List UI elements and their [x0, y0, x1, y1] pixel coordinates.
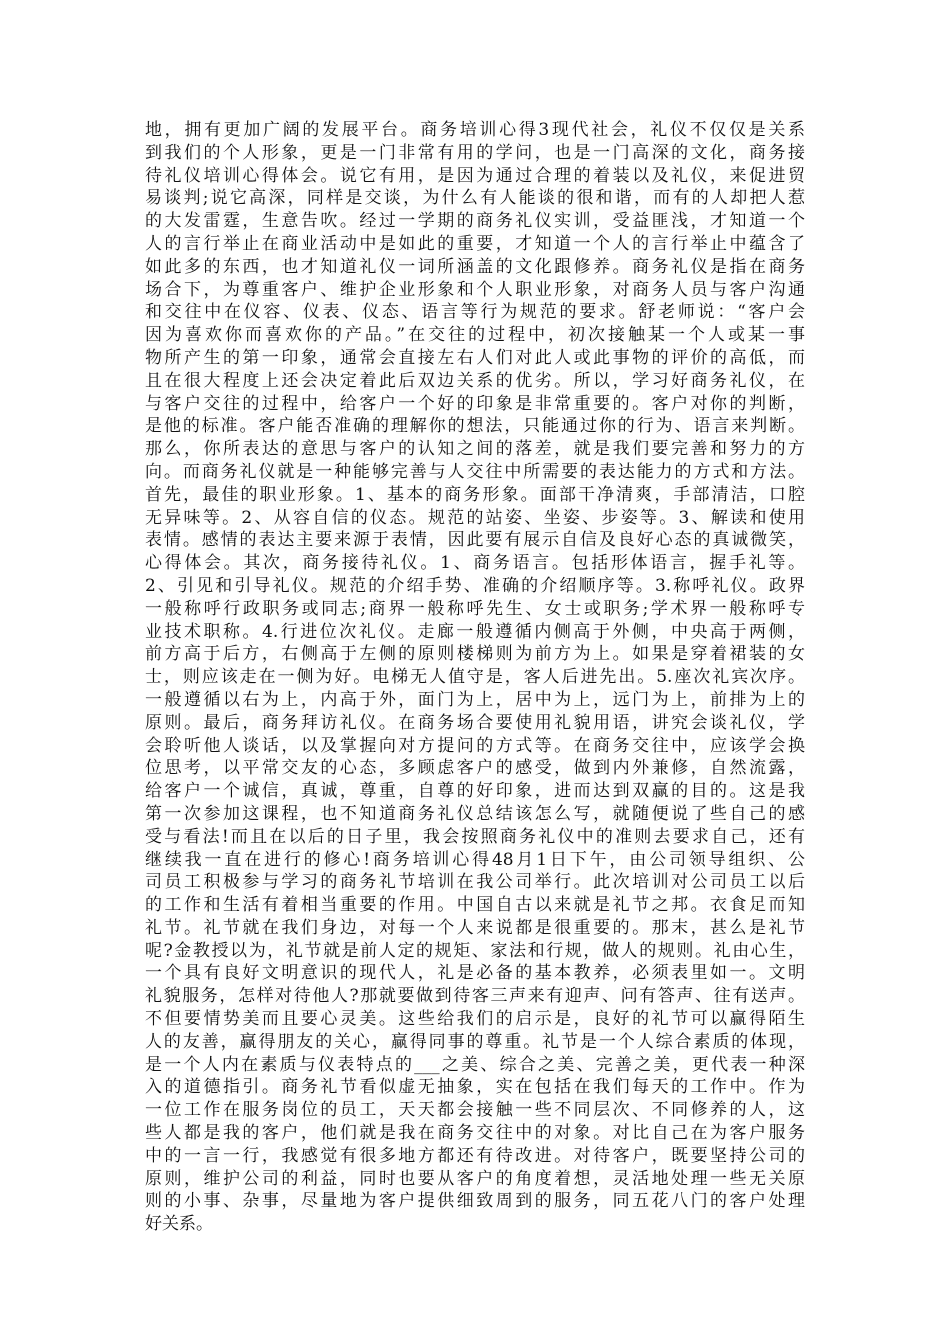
- text-line: 中的一言一行，我感觉有很多地方都还有待改进。对待客户，既要坚持公司的: [145, 1145, 805, 1166]
- text-line: 到我们的个人形象，更是一门非常有用的学问，也是一门高深的文化，商务接: [145, 142, 805, 163]
- text-line: 人的言行举止在商业活动中是如此的重要，才知道一个人的言行举止中蕴含了: [145, 233, 805, 254]
- text-line: 地，拥有更加广阔的发展平台。商务培训心得3现代社会，礼仪不仅仅是关系: [145, 120, 805, 140]
- text-line: 2、引见和引导礼仪。规范的介绍手势、准确的介绍顺序等。3.称呼礼仪。政界: [145, 575, 805, 596]
- text-line: 人的友善，赢得朋友的关心，赢得同事的尊重。礼节是一个人综合素质的体现，: [145, 1031, 805, 1052]
- text-line: 一般称呼行政职务或同志;商界一般称呼先生、女士或职务;学术界一般称呼专: [145, 598, 805, 619]
- text-line: 如此多的东西，也才知道礼仪一词所涵盖的文化跟修养。商务礼仪是指在商务: [145, 256, 805, 277]
- text-line: 且在很大程度上还会决定着此后双边关系的优劣。所以，学习好商务礼仪，在: [145, 370, 805, 391]
- text-line: 继续我一直在进行的修心!商务培训心得48月1日下午，由公司领导组织、公: [145, 849, 805, 870]
- text-line: 无异味等。2、从容自信的仪态。规范的站姿、坐姿、步姿等。3、解读和使用: [145, 507, 805, 528]
- text-line: 的大发雷霆，生意告吹。经过一学期的商务礼仪实训，受益匪浅，才知道一个: [145, 211, 805, 232]
- text-line: 司员工积极参与学习的商务礼节培训在我公司举行。此次培训对公司员工以后: [145, 872, 805, 893]
- body-text: [145, 119, 805, 1236]
- text-line: 受与看法!而且在以后的日子里，我会按照商务礼仪中的准则去要求自己，还有: [145, 826, 805, 847]
- text-line: 是一个人内在素质与仪表特点的___之美、综合之美、完善之美，更代表一种深: [145, 1054, 805, 1075]
- text-line: 表情。感情的表达主要来源于表情，因此要有展示自信及良好心态的真诚微笑，: [145, 530, 805, 551]
- text-line: 的工作和生活有着相当重要的作用。中国自古以来就是礼节之邦。衣食足而知: [145, 895, 805, 916]
- text-line: 一个具有良好文明意识的现代人，礼是必备的基本教养，必须表里如一。文明: [145, 963, 805, 984]
- text-line: 会聆听他人谈话，以及掌握向对方提问的方式等。在商务交往中，应该学会换: [145, 735, 805, 756]
- text-line: 场合下，为尊重客户、维护企业形象和个人职业形象，对商务人员与客户沟通: [145, 279, 805, 300]
- text-line: 首先，最佳的职业形象。1、基本的商务形象。面部干净清爽，手部清洁，口腔: [145, 484, 805, 505]
- text-line: 不但要情势美而且要心灵美。这些给我们的启示是，良好的礼节可以赢得陌生: [145, 1009, 805, 1030]
- text-line: 原则，维护公司的利益，同时也要从客户的角度着想，灵活地处理一些无关原: [145, 1168, 805, 1189]
- text-line: 呢?金教授以为，礼节就是前人定的规矩、家法和行规，做人的规则。礼由心生，: [145, 940, 805, 961]
- text-line: 前方高于后方，右侧高于左侧的原则楼梯则为前方为上。如果是穿着裙装的女: [145, 644, 805, 665]
- text-line: 礼貌服务，怎样对待他人?那就要做到待客三声来有迎声、问有答声、往有送声。: [145, 986, 805, 1007]
- text-line: 礼节。礼节就在我们身边，对每一个人来说都是很重要的。那末，甚么是礼节: [145, 917, 805, 938]
- text-line: 易谈判;说它高深，同样是交谈，为什么有人能谈的很和谐，而有的人却把人惹: [145, 188, 805, 209]
- text-line: 向。而商务礼仪就是一种能够完善与人交往中所需要的表达能力的方式和方法。: [145, 461, 805, 482]
- text-line: 待礼仪培训心得体会。说它有用，是因为通过合理的着装以及礼仪，来促进贸: [145, 165, 805, 186]
- text-line: 一位工作在服务岗位的员工，天天都会接触一些不同层次、不同修养的人，这: [145, 1100, 805, 1121]
- text-line: 业技术职称。4.行进位次礼仪。走廊一般遵循内侧高于外侧，中央高于两侧，: [145, 621, 805, 642]
- text-line: 和交往中在仪容、仪表、仪态、语言等行为规范的要求。舒老师说：“客户会: [145, 302, 805, 323]
- text-line: 原则。最后，商务拜访礼仪。在商务场合要使用礼貌用语，讲究会谈礼仪，学: [145, 712, 805, 733]
- text-line: 与客户交往的过程中，给客户一个好的印象是非常重要的。客户对你的判断，: [145, 393, 805, 414]
- text-line: 好关系。: [145, 1214, 213, 1235]
- text-line: 一般遵循以右为上，内高于外，面门为上，居中为上，远门为上，前排为上的: [145, 689, 805, 710]
- text-line: 物所产生的第一印象，通常会直接左右人们对此人或此事物的评价的高低，而: [145, 347, 805, 368]
- text-line: 给客户一个诚信，真诚，尊重，自尊的好印象，进而达到双赢的目的。这是我: [145, 781, 805, 802]
- text-line: 士，则应该走在一侧为好。电梯无人值守是，客人后进先出。5.座次礼宾次序。: [145, 667, 805, 688]
- text-line: 则的小事、杂事，尽量地为客户提供细致周到的服务，同五花八门的客户处理: [145, 1191, 805, 1212]
- text-line: 第一次参加这课程，也不知道商务礼仪总结该怎么写，就随便说了些自己的感: [145, 803, 805, 824]
- text-line: 因为喜欢你而喜欢你的产品。”在交往的过程中，初次接触某一个人或某一事: [145, 325, 805, 346]
- text-line: 入的道德指引。商务礼节看似虚无抽象，实在包括在我们每天的工作中。作为: [145, 1077, 805, 1098]
- text-line: 心得体会。其次，商务接待礼仪。1、商务语言。包括形体语言，握手礼等。: [145, 553, 805, 574]
- text-line: 是他的标准。客户能否准确的理解你的想法，只能通过你的行为、语言来判断。: [145, 416, 805, 437]
- text-line: 位思考，以平常交友的心态，多顾虑客户的感受，做到内外兼修，自然流露，: [145, 758, 805, 779]
- text-line: 那么，你所表达的意思与客户的认知之间的落差，就是我们要完善和努力的方: [145, 439, 805, 460]
- text-line: 些人都是我的客户，他们就是我在商务交往中的对象。对比自己在为客户服务: [145, 1123, 805, 1144]
